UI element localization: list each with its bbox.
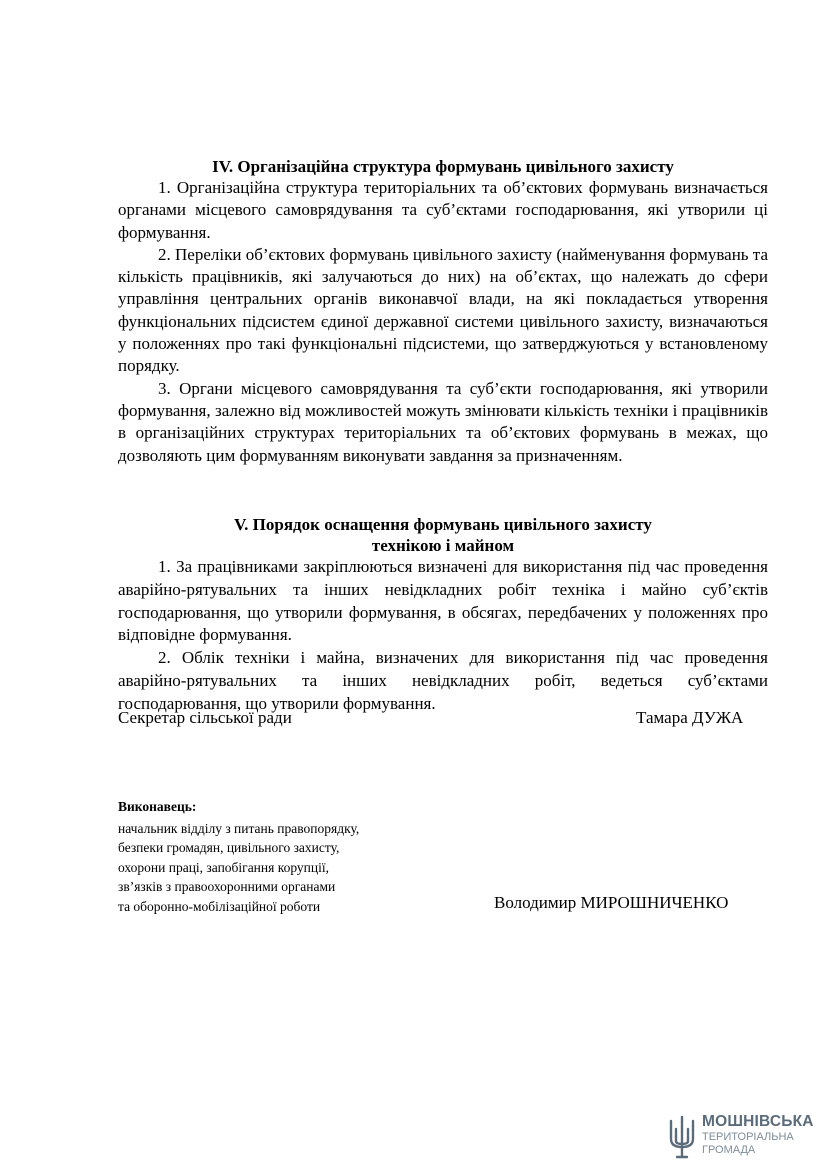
section-5-paragraph-2: 2. Облік техніки і майна, визначених для використання під час проведення аварійно-рятувальних та інших невідкладних робіт, ведеться суб’єктами господарювання, що утворили формування.	[118, 648, 768, 713]
section-5-title-line-2: технікою і майном	[371, 536, 515, 555]
logo-line-1: МОШНІВСЬКА	[702, 1113, 814, 1130]
section-5-title-line-1: V. Порядок оснащення формувань цивільного захисту	[234, 515, 652, 534]
section-4-paragraph-2: 2. Переліки об’єктових формувань цивільного захисту (найменування формувань та кількість працівників, які залучаються до них) на об’єктах, що належать до сфери управління центральних органів виконавчої влади, на які покладається утворення функціональних підсистем єдиної державної системи цивільного захисту, визначаються у положеннях про такі функціональні підсистеми, що затверджуються у встановленому порядку.	[118, 244, 768, 376]
executor-line: та оборонно-мобілізаційної роботи	[118, 898, 321, 914]
executor-line: охорони праці, запобігання корупції,	[118, 859, 329, 875]
executor-block	[118, 797, 359, 916]
executor-line: начальник відділу з питань правопорядку,	[118, 820, 360, 836]
community-logo	[668, 1113, 818, 1163]
executor-label: Виконавець:	[118, 799, 197, 814]
section-4-title: IV. Організаційна структура формувань цивільного захисту	[212, 157, 674, 176]
section-4-paragraph-1: 1. Організаційна структура територіальних та об’єктових формувань визначається органами місцевого самоврядування та суб’єктами господарювання, які утворили ці формування.	[118, 178, 768, 242]
executor-name: Володимир МИРОШНИЧЕНКО	[494, 893, 729, 912]
section-5	[118, 514, 768, 716]
logo-line-2: ТЕРИТОРІАЛЬНА	[702, 1131, 794, 1143]
section-4-paragraph-3: 3. Органи місцевого самоврядування та суб’єкти господарювання, які утворили формування, залежно від можливостей можуть змінювати кількість техніки і працівників в організаційних структурах територіальних та об’єктових формувань в межах, що дозволяють цим формуванням виконувати завдання за призначенням.	[118, 378, 768, 465]
section-4	[118, 156, 768, 467]
signature-position: Секретар сільської ради	[118, 708, 292, 727]
executor-line: зв’язків з правоохоронними органами	[118, 879, 336, 894]
logo-line-3: ГРОМАДА	[702, 1144, 756, 1156]
executor-line: безпеки громадян, цивільного захисту,	[118, 840, 340, 855]
signature-name: Тамара ДУЖА	[636, 708, 744, 727]
trident-icon	[668, 1115, 696, 1159]
section-5-paragraph-1: 1. За працівниками закріплюються визначені для використання під час проведення аварійно-рятувальних та інших невідкладних робіт техніка і майно суб’єктів господарювання, що утворили формування, в обсягах, передбачених у положеннях про відповідне формування.	[118, 557, 768, 645]
